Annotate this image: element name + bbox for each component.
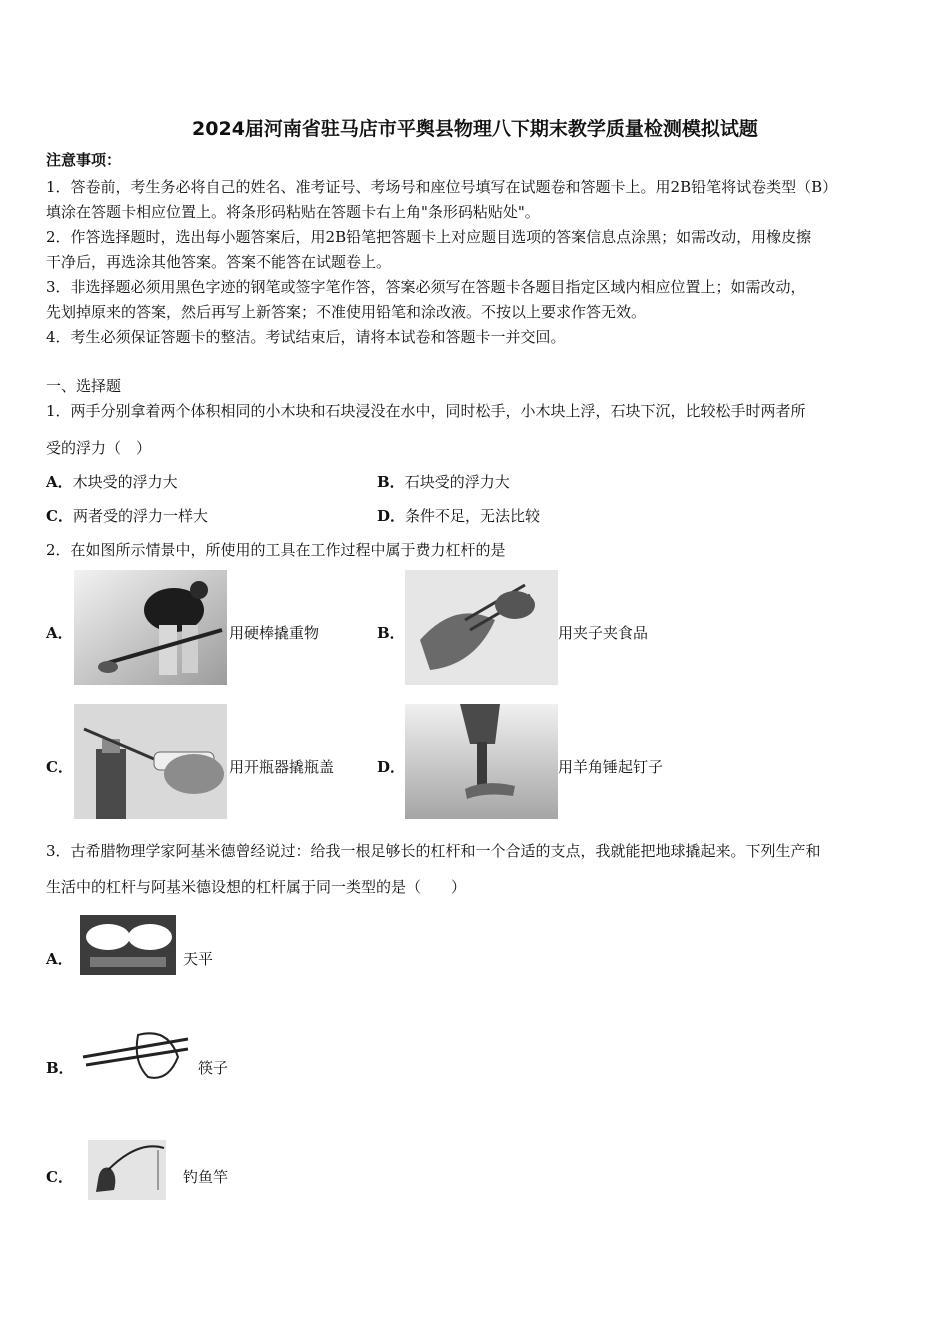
notice-line: 4．考生必须保证答题卡的整洁。考试结束后，请将本试卷和答题卡一并交回。 (46, 328, 566, 346)
q2-option-c-text: 用开瓶器撬瓶盖 (229, 758, 335, 776)
q2-option-d-text: 用羊角锤起钉子 (558, 758, 664, 776)
notice-heading: 注意事项： (46, 151, 122, 169)
q3-option-c-text: 钓鱼竿 (183, 1168, 229, 1186)
question-1-stem-cont: 受的浮力（ ） (46, 439, 152, 457)
option-letter: C． (46, 507, 73, 525)
question-1-stem: 1．两手分别拿着两个体积相同的小木块和石块浸没在水中，同时松手，小木块上浮，石块下沉，比较松手时两者所 (46, 402, 806, 420)
option-text: 条件不足，无法比较 (405, 507, 541, 525)
q3-option-b-text: 筷子 (198, 1059, 229, 1077)
q2-option-c-letter: C． (46, 758, 73, 776)
notice-line: 3．非选择题必须用黑色字迹的钢笔或签字笔作答，答案必须写在答题卡各题目指定区域内相应位置上；如需改动， (46, 278, 806, 296)
crowbar-lifting-photo (74, 570, 227, 685)
q3-option-a-letter: A． (46, 950, 73, 968)
q1-option-a (46, 472, 178, 492)
q2-option-d-letter: D． (377, 758, 406, 776)
question-3-stem: 3．古希腊物理学家阿基米德曾经说过：给我一根足够长的杠杆和一个合适的支点，我就能把地球撬起来。下列生产和 (46, 842, 821, 860)
option-text: 木块受的浮力大 (72, 473, 178, 491)
question-2-stem: 2．在如图所示情景中，所使用的工具在工作过程中属于费力杠杆的是 (46, 541, 506, 559)
option-letter: D． (377, 507, 406, 525)
tongs-food-photo (405, 570, 558, 685)
chopsticks-image (78, 1027, 193, 1087)
q3-option-a-text: 天平 (183, 950, 214, 968)
q1-option-d (377, 506, 540, 526)
claw-hammer-photo (405, 704, 558, 819)
option-text: 两者受的浮力一样大 (72, 507, 208, 525)
notice-line: 1．答卷前，考生务必将自己的姓名、准考证号、考场号和座位号填写在试题卷和答题卡上。用2B铅笔将试卷类型（B） (46, 178, 838, 196)
option-letter: A． (46, 473, 73, 491)
option-text: 石块受的浮力大 (404, 473, 510, 491)
section-heading: 一、选择题 (46, 377, 122, 395)
question-3-stem-cont: 生活中的杠杆与阿基米德设想的杠杆属于同一类型的是（ ） (46, 878, 467, 896)
notice-line: 干净后，再选涂其他答案。答案不能答在试题卷上。 (46, 253, 392, 271)
q1-option-c (46, 506, 208, 526)
fishing-rod-image (88, 1140, 166, 1200)
notice-line: 填涂在答题卡相应位置上。将条形码粘贴在答题卡右上角"条形码粘贴处"。 (46, 203, 540, 221)
bottle-opener-photo (74, 704, 227, 819)
balance-scale-image (80, 915, 176, 975)
q2-option-a-text: 用硬棒撬重物 (229, 624, 320, 642)
q3-option-c-letter: C． (46, 1168, 73, 1186)
page-title: 2024届河南省驻马店市平舆县物理八下期末教学质量检测模拟试题 (192, 118, 758, 140)
q3-option-b-letter: B． (46, 1059, 74, 1077)
q2-option-a-letter: A． (46, 624, 73, 642)
option-letter: B． (377, 473, 405, 491)
q2-option-b-text: 用夹子夹食品 (558, 624, 649, 642)
q2-option-b-letter: B． (377, 624, 405, 642)
notice-line: 先划掉原来的答案，然后再写上新答案；不准使用铅笔和涂改液。不按以上要求作答无效。 (46, 303, 647, 321)
q1-option-b (377, 472, 510, 492)
notice-line: 2．作答选择题时，选出每小题答案后，用2B铅笔把答题卡上对应题目选项的答案信息点涂黑；如需改动，用橡皮擦 (46, 228, 812, 246)
